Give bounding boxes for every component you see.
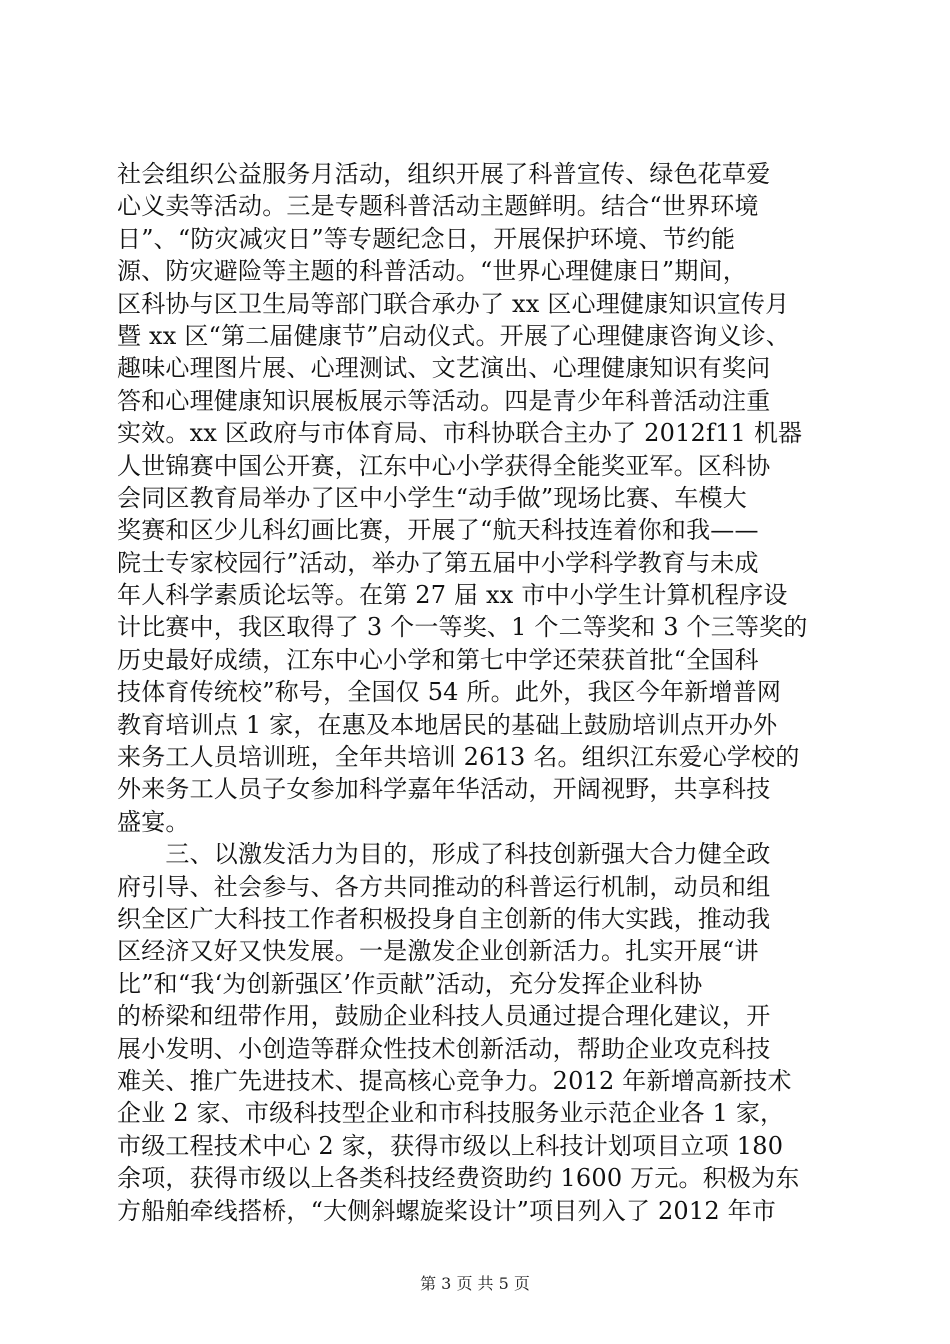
text-line: 心义卖等活动。三是专题科普活动主题鲜明。结合“世界环境 [117,192,759,221]
text-line: 市级工程技术中心 2 家，获得市级以上科技计划项目立项 180 [117,1131,784,1160]
text-line: 区科协与区卫生局等部门联合承办了 xx 区心理健康知识宣传月 [117,289,790,318]
text-line: 日”、“防灾减灾日”等专题纪念日，开展保护环境、节约能 [117,224,736,253]
text-line: 社会组织公益服务月活动，组织开展了科普宣传、绿色花草爱 [117,160,771,188]
text-line: 来务工人员培训班，全年共培训 2613 名。组织江东爱心学校的 [117,743,800,772]
text-line: 外来务工人员子女参加科学嘉年华活动，开阔视野，共享科技 [117,775,771,804]
text-line: 源、防灾避险等主题的科普活动。“世界心理健康日”期间， [117,257,747,286]
text-line: 盛宴。 [117,807,190,836]
text-line: 计比赛中，我区取得了 3 个一等奖、1 个二等奖和 3 个三等奖的 [117,613,808,642]
text-line: 比”和“我‘为创新强区’作贡献”活动，充分发挥企业科协 [117,969,703,998]
page-footer: 第 3 页 共 5 页 [420,1274,530,1293]
text-line: 三、以激发活力为目的，形成了科技创新强大合力健全政 [117,840,771,869]
text-line: 技体育传统校”称号，全国仅 54 所。此外，我区今年新增普网 [117,678,782,707]
text-line: 趣味心理图片展、心理测试、文艺演出、心理健康知识有奖问 [117,354,771,383]
text-line: 展小发明、小创造等群众性技术创新活动，帮助企业攻克科技 [117,1034,771,1063]
text-line: 教育培训点 1 家，在惠及本地居民的基础上鼓励培训点开办外 [117,710,778,739]
text-line: 区经济又好又快发展。一是激发企业创新活力。扎实开展“讲 [117,937,759,966]
text-line: 方船舶牵线搭桥，“大侧斜螺旋桨设计”项目列入了 2012 年市 [117,1196,777,1225]
text-line: 实效。xx 区政府与市体育局、市科协联合主办了 2012f11 机器 [117,419,803,448]
text-line: 企业 2 家、市级科技型企业和市科技服务业示范企业各 1 家， [117,1099,785,1128]
document-body [117,158,847,1227]
text-line: 院士专家校园行”活动，举办了第五届中小学科学教育与未成 [117,548,759,577]
text-line: 人世锦赛中国公开赛，江东中心小学获得全能奖亚军。区科协 [117,451,771,480]
text-line: 答和心理健康知识展板展示等活动。四是青少年科普活动注重 [117,386,771,415]
text-line: 年人科学素质论坛等。在第 27 届 xx 市中小学生计算机程序设 [117,581,788,610]
text-line: 会同区教育局举办了区中小学生“动手做”现场比赛、车模大 [117,483,747,512]
text-line: 府引导、社会参与、各方共同推动的科普运行机制，动员和组 [117,872,771,901]
text-line: 历史最好成绩，江东中心小学和第七中学还荣获首批“全国科 [117,645,759,674]
text-line: 的桥梁和纽带作用，鼓励企业科技人员通过提合理化建议，开 [117,1002,771,1031]
text-line: 暨 xx 区“第二届健康节”启动仪式。开展了心理健康咨询义诊、 [117,321,791,350]
text-line: 余项，获得市级以上各类科技经费资助约 1600 万元。积极为东 [117,1164,800,1193]
text-line: 奖赛和区少儿科幻画比赛，开展了“航天科技连着你和我—— [117,516,759,545]
text-line: 织全区广大科技工作者积极投身自主创新的伟大实践，推动我 [117,904,771,933]
text-line: 难关、推广先进技术、提高核心竞争力。2012 年新增高新技术 [117,1066,792,1095]
